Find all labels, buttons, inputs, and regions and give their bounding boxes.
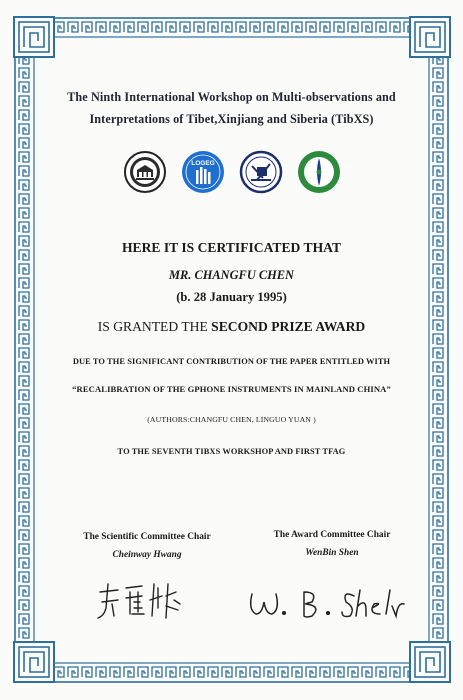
border-key-motif xyxy=(222,667,232,677)
border-key-motif xyxy=(19,614,29,624)
border-key-motif xyxy=(19,474,29,484)
border-key-motif xyxy=(433,264,443,274)
border-key-motif xyxy=(19,166,29,176)
border-key-motif xyxy=(19,572,29,582)
border-key-motif xyxy=(433,68,443,78)
border-key-motif xyxy=(19,264,29,274)
border-key-motif xyxy=(433,278,443,288)
border-key-motif xyxy=(250,667,260,677)
border-key-motif xyxy=(390,667,400,677)
award-chair-title: The Award Committee Chair xyxy=(273,530,391,540)
border-key-motif xyxy=(19,460,29,470)
border-key-motif xyxy=(19,194,29,204)
logeg-logo-text: LOGEG xyxy=(190,160,215,167)
border-key-motif xyxy=(433,516,443,526)
border-corner-block xyxy=(410,17,450,57)
border-key-motif xyxy=(433,138,443,148)
border-key-motif xyxy=(19,586,29,596)
border-key-motif xyxy=(19,390,29,400)
border-key-motif xyxy=(19,502,29,512)
border-key-motif xyxy=(433,180,443,190)
award-name: SECOND PRIZE AWARD xyxy=(211,319,366,334)
certificate-body xyxy=(40,86,423,456)
border-key-motif xyxy=(433,152,443,162)
contribution-text: DUE TO THE SIGNIFICANT CONTRIBUTION OF THE PAPER ENTITLED WITH xyxy=(72,357,391,366)
border-key-motif xyxy=(166,667,176,677)
border-key-motif xyxy=(19,180,29,190)
border-key-motif xyxy=(152,667,162,677)
border-key-motif xyxy=(433,614,443,624)
award-chair-signature xyxy=(246,586,406,622)
border-key-motif xyxy=(19,432,29,442)
border-key-motif xyxy=(433,474,443,484)
workshop-title-line-2: Interpretations of Tibet,Xinjiang and Siberia (TibXS) xyxy=(89,112,374,126)
border-key-motif xyxy=(19,278,29,288)
award-line xyxy=(40,319,423,335)
border-key-motif xyxy=(433,376,443,386)
certification-heading: HERE IT IS CERTIFICATED THAT xyxy=(121,240,342,255)
border-key-motif xyxy=(264,667,274,677)
border-key-motif xyxy=(433,600,443,610)
scientific-chair-title: The Scientific Committee Chair xyxy=(83,532,211,542)
compass-logo-icon xyxy=(297,150,341,194)
border-key-motif xyxy=(348,22,358,32)
border-key-motif xyxy=(433,292,443,302)
scientific-chair-signature xyxy=(96,578,196,624)
border-key-motif xyxy=(194,22,204,32)
institute-seal-icon xyxy=(239,150,283,194)
border-key-motif xyxy=(433,418,443,428)
border-key-motif xyxy=(433,334,443,344)
border-key-motif xyxy=(19,544,29,554)
border-key-motif xyxy=(110,22,120,32)
workshop-title-line-1: The Ninth International Workshop on Multi-observations and xyxy=(67,90,396,104)
border-key-motif xyxy=(19,222,29,232)
border-key-motif xyxy=(278,667,288,677)
border-key-motif xyxy=(433,250,443,260)
border-key-motif xyxy=(433,166,443,176)
border-key-motif xyxy=(433,572,443,582)
border-key-motif xyxy=(236,667,246,677)
border-key-motif xyxy=(19,320,29,330)
border-key-motif xyxy=(208,22,218,32)
border-key-motif xyxy=(433,222,443,232)
border-key-motif xyxy=(320,22,330,32)
border-key-motif xyxy=(19,208,29,218)
scientific-chair-name: Cheinway Hwang xyxy=(112,550,182,560)
border-key-motif xyxy=(433,432,443,442)
border-key-motif xyxy=(433,194,443,204)
border-key-motif xyxy=(433,586,443,596)
border-key-motif xyxy=(19,530,29,540)
recipient-name: MR. CHANGFU CHEN xyxy=(169,268,294,282)
border-key-motif xyxy=(19,250,29,260)
border-key-motif xyxy=(222,22,232,32)
border-key-motif xyxy=(54,667,64,677)
border-key-motif xyxy=(19,236,29,246)
border-key-motif xyxy=(19,348,29,358)
border-key-motif xyxy=(334,22,344,32)
border-key-motif xyxy=(433,530,443,540)
border-key-motif xyxy=(166,22,176,32)
border-key-motif xyxy=(334,667,344,677)
border-key-motif xyxy=(250,22,260,32)
border-key-motif xyxy=(19,628,29,638)
border-key-motif xyxy=(19,516,29,526)
border-key-motif xyxy=(19,446,29,456)
border-key-motif xyxy=(433,628,443,638)
border-key-motif xyxy=(19,306,29,316)
border-key-motif xyxy=(433,348,443,358)
border-key-motif xyxy=(19,376,29,386)
border-key-motif xyxy=(138,667,148,677)
border-key-motif xyxy=(19,362,29,372)
border-key-motif xyxy=(19,404,29,414)
border-key-motif xyxy=(19,558,29,568)
border-key-motif xyxy=(433,460,443,470)
border-key-motif xyxy=(433,236,443,246)
border-key-motif xyxy=(433,404,443,414)
border-key-motif xyxy=(376,22,386,32)
border-key-motif xyxy=(278,22,288,32)
border-key-motif xyxy=(292,22,302,32)
award-prefix: IS GRANTED THE xyxy=(97,319,212,334)
border-key-motif xyxy=(110,667,120,677)
border-key-motif xyxy=(124,22,134,32)
border-key-motif xyxy=(19,600,29,610)
border-key-motif xyxy=(320,667,330,677)
border-key-motif xyxy=(362,22,372,32)
scientific-chair-block xyxy=(62,532,232,560)
paper-authors: (AUTHORS:CHANGFU CHEN, LINGUO YUAN ) xyxy=(147,415,316,424)
event-line: TO THE SEVENTH TIBXS WORKSHOP AND FIRST TFAG xyxy=(117,447,346,456)
border-key-motif xyxy=(68,22,78,32)
workshop-title xyxy=(26,86,437,130)
border-key-motif xyxy=(152,22,162,32)
border-key-motif xyxy=(306,667,316,677)
border-key-motif xyxy=(236,22,246,32)
border-key-motif xyxy=(306,22,316,32)
border-key-motif xyxy=(180,22,190,32)
border-key-motif xyxy=(19,418,29,428)
border-corner-block xyxy=(14,642,54,682)
border-key-motif xyxy=(180,667,190,677)
border-corner-block xyxy=(14,17,54,57)
border-key-motif xyxy=(54,22,64,32)
border-key-motif xyxy=(82,667,92,677)
border-key-motif xyxy=(433,208,443,218)
logo-row xyxy=(40,150,423,194)
border-key-motif xyxy=(68,667,78,677)
paper-title: “RECALIBRATION OF THE GPHONE INSTRUMENTS IN MAINLAND CHINA” xyxy=(72,384,391,394)
logeg-logo-icon xyxy=(181,150,225,194)
border-key-motif xyxy=(433,502,443,512)
border-key-motif xyxy=(433,306,443,316)
border-key-motif xyxy=(19,152,29,162)
border-key-motif xyxy=(19,334,29,344)
border-corner-block xyxy=(410,642,450,682)
border-key-motif xyxy=(138,22,148,32)
border-key-motif xyxy=(433,320,443,330)
border-key-motif xyxy=(124,667,134,677)
border-key-motif xyxy=(433,362,443,372)
border-key-motif xyxy=(433,446,443,456)
border-key-motif xyxy=(264,22,274,32)
border-key-motif xyxy=(376,667,386,677)
border-key-motif xyxy=(19,68,29,78)
border-key-motif xyxy=(433,488,443,498)
border-key-motif xyxy=(433,390,443,400)
border-key-motif xyxy=(433,544,443,554)
award-chair-name: WenBin Shen xyxy=(305,548,359,558)
border-key-motif xyxy=(96,667,106,677)
border-key-motif xyxy=(433,558,443,568)
award-chair-block xyxy=(244,530,420,558)
border-key-motif xyxy=(292,667,302,677)
border-key-motif xyxy=(19,488,29,498)
border-key-motif xyxy=(194,667,204,677)
border-key-motif xyxy=(390,22,400,32)
border-key-motif xyxy=(348,667,358,677)
university-seal-icon xyxy=(123,150,167,194)
border-key-motif xyxy=(19,138,29,148)
border-key-motif xyxy=(19,292,29,302)
recipient-birth-date: (b. 28 January 1995) xyxy=(176,290,287,304)
border-key-motif xyxy=(96,22,106,32)
border-key-motif xyxy=(362,667,372,677)
border-key-motif xyxy=(82,22,92,32)
border-key-motif xyxy=(208,667,218,677)
